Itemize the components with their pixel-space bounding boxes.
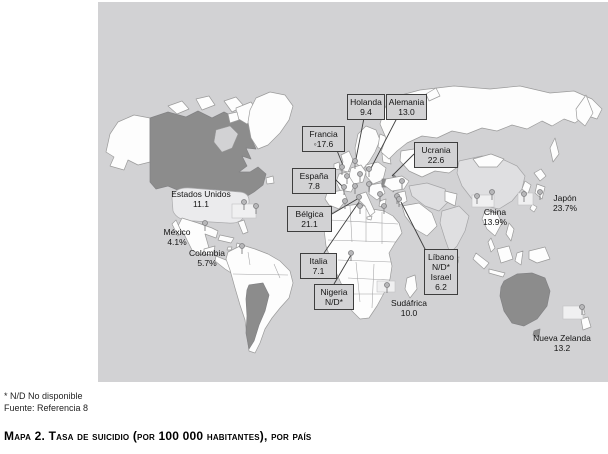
country-name: México: [163, 227, 191, 237]
label-nueva-zelanda: [516, 333, 608, 353]
country-value: 7.1: [312, 266, 325, 276]
country-name: Italia: [309, 256, 328, 266]
country-name: Nigeria: [320, 287, 348, 297]
label-japon: [538, 193, 592, 213]
label-box-italia: [300, 253, 337, 279]
country-value: 6.2: [435, 282, 447, 292]
country-name: Israel: [430, 272, 452, 282]
country-name: Alemania: [388, 97, 425, 107]
country-value: 4.1%: [167, 237, 187, 247]
country-value: ◦17.6: [313, 139, 334, 149]
label-box-holanda: [347, 94, 385, 120]
label-box-belgica: [287, 206, 332, 232]
country-name: Bélgica: [295, 209, 324, 219]
country-value: 10.0: [400, 308, 418, 318]
country-name: Colombia: [189, 248, 225, 258]
country-value: N/D*: [432, 262, 450, 272]
label-estados-unidos: [158, 189, 244, 209]
footnote-nd: * N/D No disponible: [4, 391, 83, 401]
label-china: [466, 207, 524, 227]
country-value: 9.4: [360, 107, 372, 117]
country-value: 22.6: [427, 155, 445, 165]
country-name: Ucrania: [421, 145, 451, 155]
map-caption: Mapa 2. Tasa de suicidio (por 100 000 habitantes), por país: [4, 429, 312, 443]
country-name: Holanda: [350, 97, 382, 107]
country-value: 13.2: [553, 343, 571, 353]
label-mexico: [150, 227, 204, 247]
footnotes: [4, 390, 88, 414]
label-box-libano-israel: [424, 249, 458, 295]
country-name: Nueva Zelanda: [533, 333, 591, 343]
country-name: Sudáfrica: [391, 298, 427, 308]
label-colombia: [176, 248, 238, 268]
country-value: 11.1: [193, 199, 209, 209]
country-value: 13.0: [398, 107, 415, 117]
label-box-nigeria: [314, 284, 354, 310]
country-name: Japón: [553, 193, 577, 203]
label-box-espana: [292, 168, 336, 194]
country-value: 5.7%: [197, 258, 217, 268]
country-name: España: [299, 171, 329, 181]
country-name: Líbano: [428, 252, 454, 262]
country-value: 13.9%: [482, 217, 508, 227]
country-value: 21.1: [301, 219, 318, 229]
label-box-ucrania: [414, 142, 458, 168]
label-box-alemania: [386, 94, 427, 120]
country-name: Francia: [309, 129, 338, 139]
label-sudafrica: [377, 298, 441, 318]
footnote-source: Fuente: Referencia 8: [4, 403, 89, 413]
country-value: 23.7%: [552, 203, 578, 213]
country-value: N/D*: [325, 297, 343, 307]
label-box-francia: [302, 126, 345, 152]
country-value: 7.8: [308, 181, 320, 191]
country-name: Estados Unidos: [171, 189, 231, 199]
country-name: China: [483, 207, 507, 217]
